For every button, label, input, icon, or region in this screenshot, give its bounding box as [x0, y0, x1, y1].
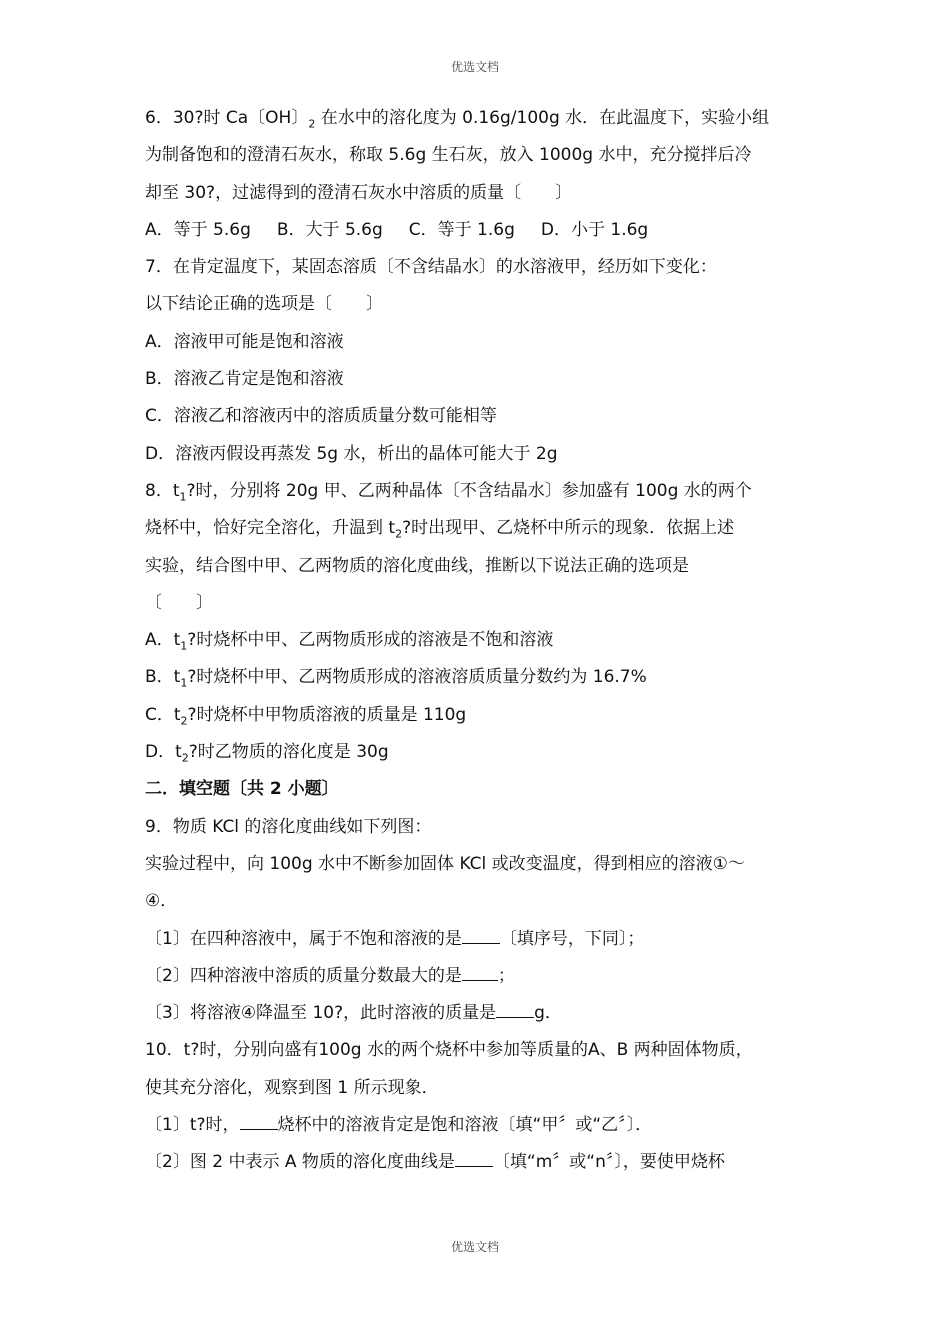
q8-option-d: D．$t_2$?时乙物质的溶化度是 30g [145, 742, 389, 765]
answer-blank[interactable] [240, 1111, 278, 1130]
q6-option-d: D．小于 1.6g [540, 219, 649, 240]
answer-blank[interactable] [455, 1148, 493, 1167]
q8-option-c: C．$t_2$?时烧杯中甲物质溶液的质量是 110g [145, 704, 467, 728]
q8-line-1: 8．$t_1$?时，分别将 20g 甲、乙两种晶体〔不含结晶水〕参加盛有 100g 水的两个 [145, 480, 752, 504]
q10-line-2: 使其充分溶化，观察到图 1 所示现象． [145, 1077, 439, 1098]
q9-sub-3: 〔3〕将溶液④降温至 10?，此时溶液的质量是 g． [145, 999, 810, 1036]
unknown-glyph: ? [402, 518, 412, 539]
unknown-glyph: ? [206, 182, 216, 203]
unknown-glyph: ? [334, 1003, 344, 1024]
page-footer: 优选文档 [450, 1240, 499, 1254]
q10-line-1: 10．t?时，分别向盛有100g 水的两个烧杯中参加等质量的A、B 两种固体物质， [145, 1040, 753, 1061]
answer-blank[interactable] [462, 962, 498, 981]
q8-line-3: 实验，结合图中甲、乙两物质的溶化度曲线，推断以下说法正确的选项是 [145, 555, 689, 576]
answer-blank[interactable] [496, 999, 534, 1018]
q8-line-4: 〔 〕 [145, 592, 213, 613]
unknown-glyph: ? [188, 742, 198, 763]
q7-option-c: C．溶液乙和溶液丙中的溶质质量分数可能相等 [145, 406, 497, 427]
q6-option-c: C．等于 1.6g [408, 219, 515, 240]
unknown-glyph: ? [186, 480, 196, 501]
q6-option-b: B．大于 5.6g [276, 219, 383, 240]
q7-line-2: 以下结论正确的选项是〔 〕 [145, 294, 383, 315]
q6-line-3: 却至 30?，过滤得到的澄清石灰水中溶质的质量〔 〕 [145, 182, 573, 203]
q6-line-2: 为制备饱和的澄清石灰水，称取 5.6g 生石灰，放入 1000g 水中，充分搅拌后冷 [145, 145, 752, 166]
unknown-glyph: ? [187, 630, 197, 651]
page-header: 优选文档 [450, 60, 499, 74]
unknown-glyph: ? [196, 1115, 206, 1136]
q7-line-1: 7．在肯定温度下，某固态溶质〔不含结晶水〕的水溶液甲，经历如下变化： [145, 257, 717, 278]
q10-sub-1: 〔1〕t?时， 烧杯中的溶液肯定是饱和溶液〔填“甲〞或“乙〞〕． [145, 1111, 810, 1148]
q9-sub-1: 〔1〕在四种溶液中，属于不饱和溶液的是 〔填序号，下同〕； [145, 925, 810, 962]
q7-option-d: D．溶液丙假设再蒸发 5g 水，析出的晶体可能大于 2g [145, 443, 558, 464]
document-body [145, 104, 810, 1186]
q9-line-2: 实验过程中，向 100g 水中不断参加固体 KCl 或改变温度，得到相应的溶液①～ [145, 853, 745, 874]
q6-option-a: A．等于 5.6g [145, 219, 251, 240]
q8-line-2: 烧杯中，恰好完全溶化，升温到 $t_2$?时出现甲、乙烧杯中所示的现象．依据上述 [145, 518, 735, 541]
q8-option-b: B．$t_1$?时烧杯中甲、乙两物质形成的溶液溶质质量分数约为 16.7% [145, 667, 647, 690]
unknown-glyph: ? [190, 1040, 200, 1061]
q7-option-b: B．溶液乙肯定是饱和溶液 [145, 369, 344, 390]
q9-sub-2: 〔2〕四种溶液中溶质的质量分数最大的是 ； [145, 962, 810, 999]
section-heading: 二．填空题〔共 2 小题〕 [145, 779, 339, 800]
answer-blank[interactable] [462, 925, 500, 944]
unknown-glyph: ? [194, 108, 204, 128]
q9-line-3: ④． [145, 891, 178, 912]
unknown-glyph: ? [187, 704, 197, 725]
q6-line-1: 6．30?时 Ca〔OH〕$_2$ 在水中的溶化度为 0.16g/100g 水．在此温度下，实验小组 [145, 108, 770, 131]
unknown-glyph: ? [187, 667, 197, 688]
q7-option-a: A．溶液甲可能是饱和溶液 [145, 331, 344, 352]
q6-options [145, 216, 810, 253]
q8-option-a: A．$t_1$?时烧杯中甲、乙两物质形成的溶液是不饱和溶液 [145, 630, 554, 653]
q10-sub-2: 〔2〕图 2 中表示 A 物质的溶化度曲线是 〔填“m〞或“n〞〕，要使甲烧杯 [145, 1148, 810, 1185]
q9-line-1: 9．物质 KCl 的溶化度曲线如下列图： [145, 816, 432, 837]
